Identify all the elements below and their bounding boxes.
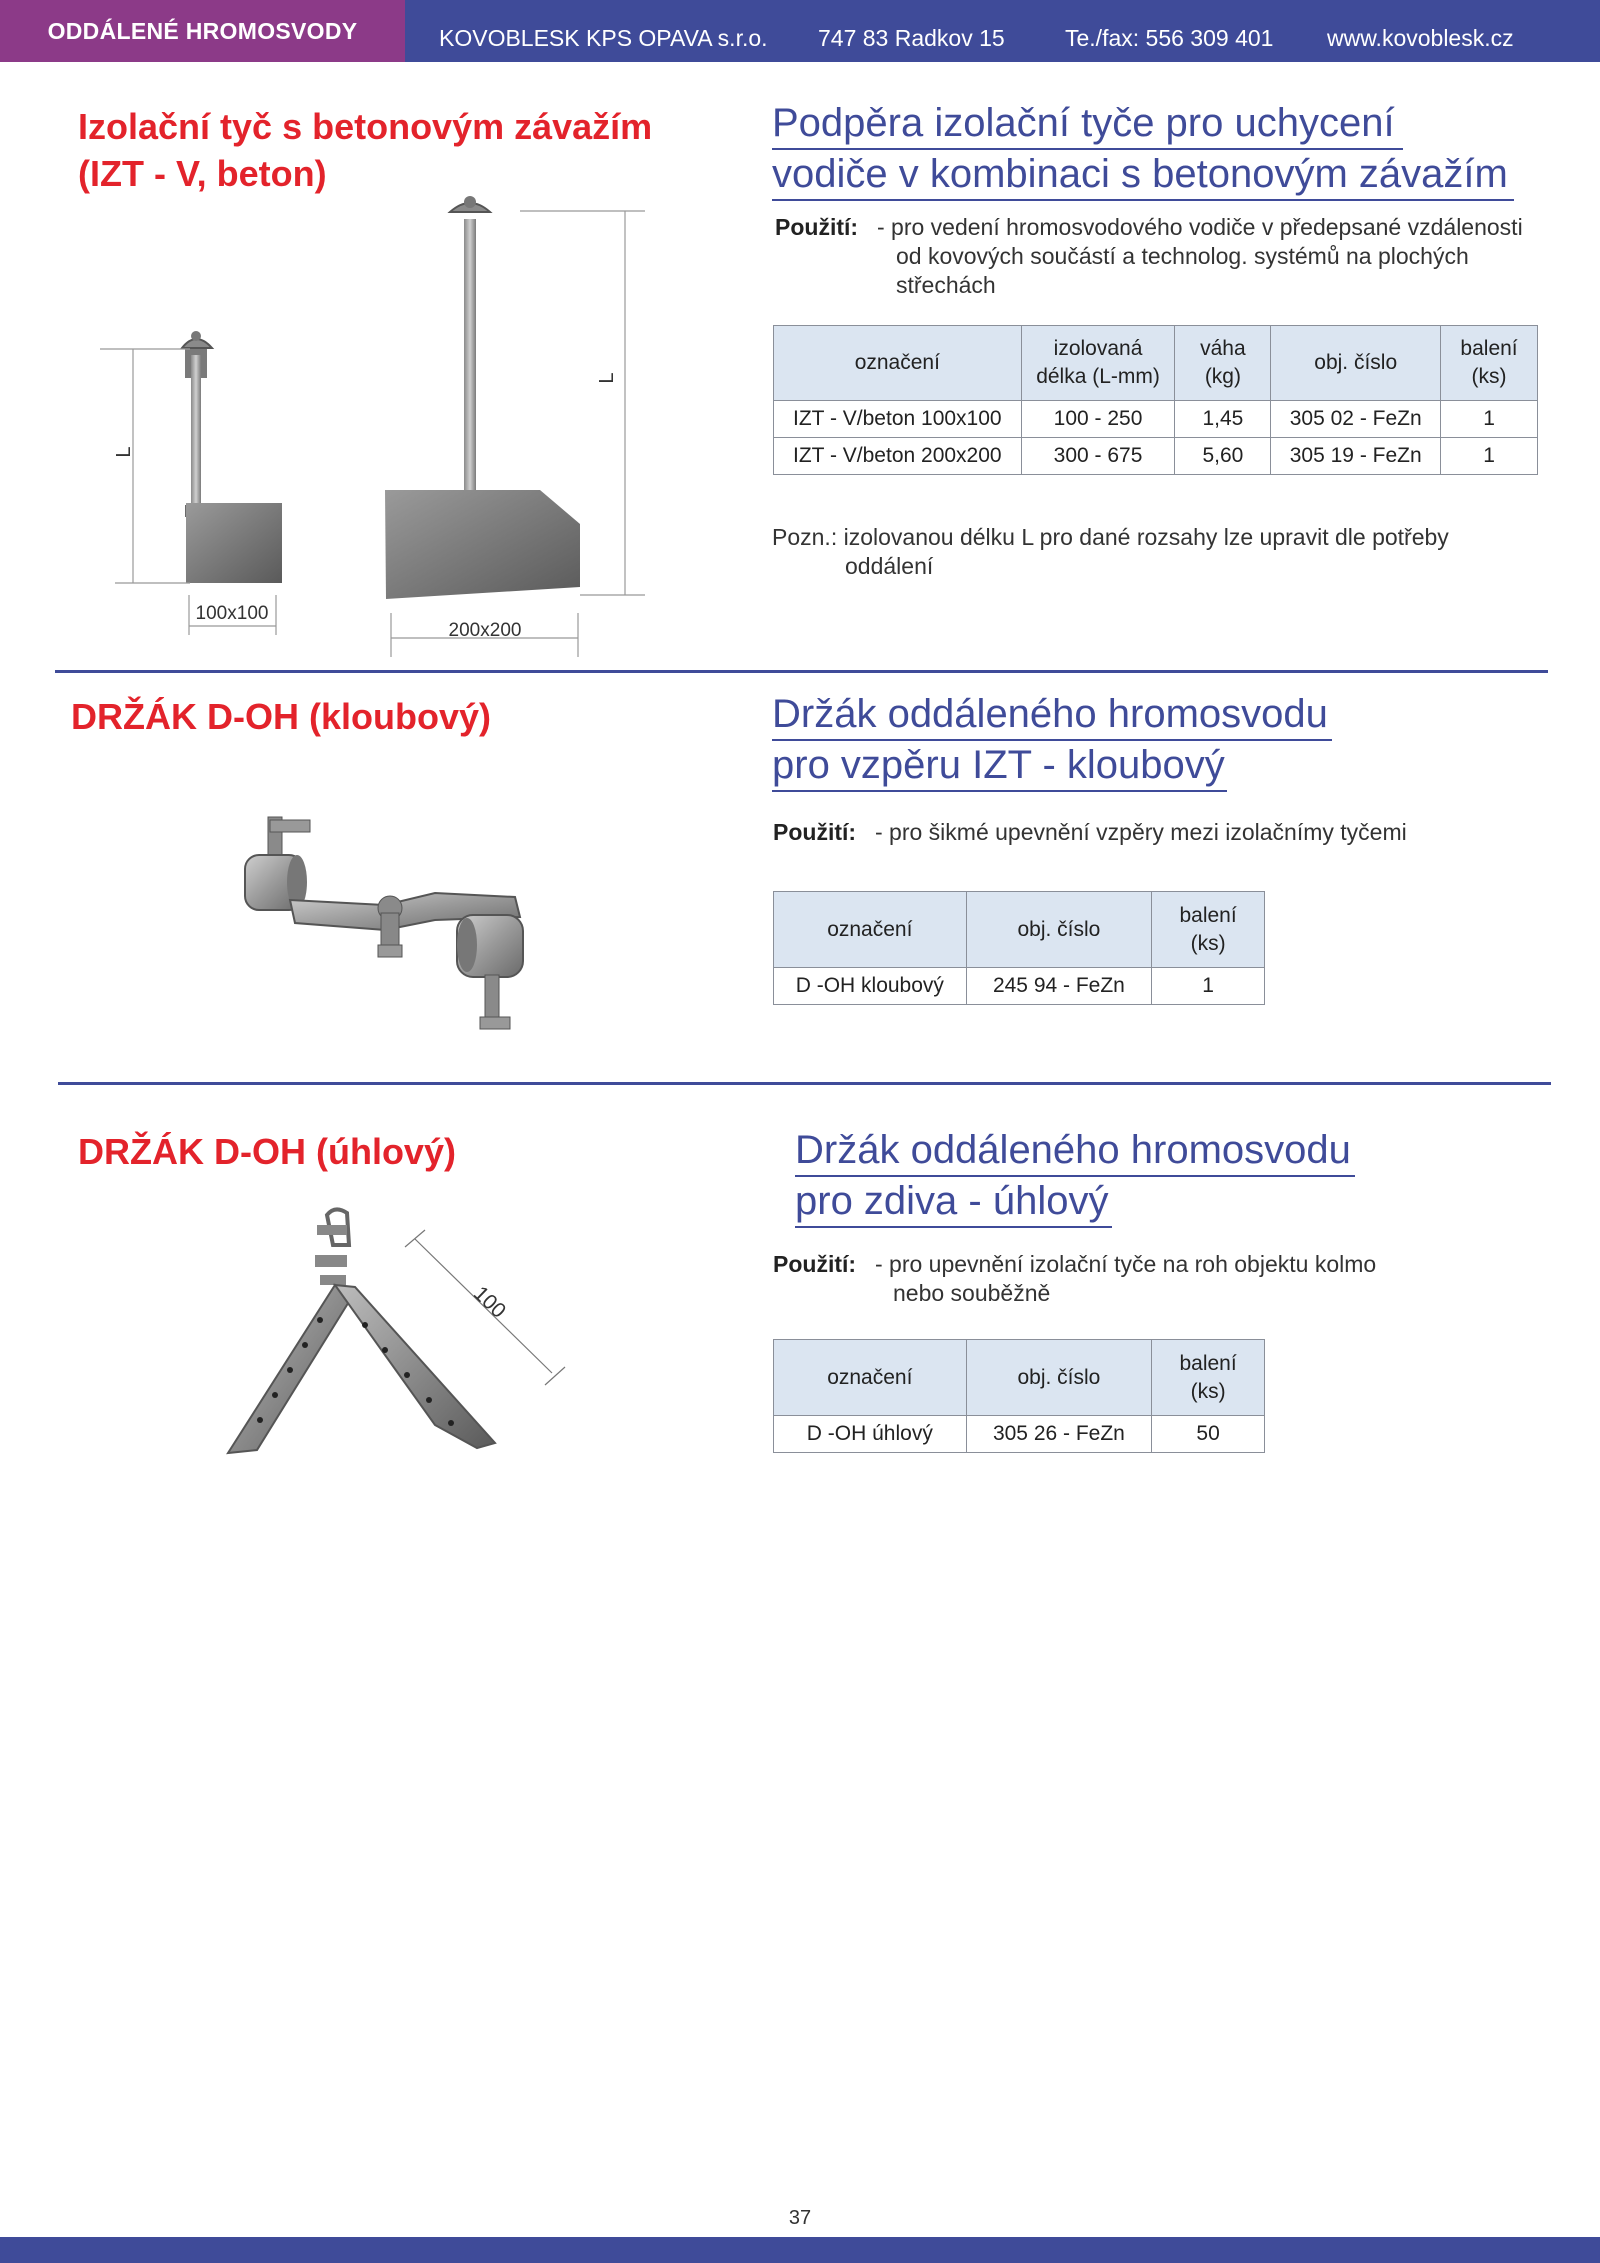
dimension-label-small-base: 100x100 [195, 603, 269, 624]
section3-usage [773, 1250, 1573, 1310]
dimension-label-L-small: L [113, 446, 135, 458]
company-website[interactable]: www.kovoblesk.cz [1327, 25, 1514, 51]
cell-length: 300 - 675 [1021, 438, 1175, 475]
cell-designation: IZT - V/beton 200x200 [774, 438, 1022, 475]
col-header-order-number: obj. číslo [966, 1340, 1152, 1416]
section1-heading [772, 99, 1514, 201]
cell-package: 1 [1152, 968, 1265, 1005]
section-divider [55, 670, 1548, 673]
dimension-label-L-large: L [596, 372, 618, 384]
note-line: oddálení [845, 553, 934, 579]
cell-designation: D -OH úhlový [774, 1416, 967, 1453]
col-header-order-number: obj. číslo [1271, 326, 1441, 401]
table-header-row [774, 1340, 1265, 1416]
cell-designation: IZT - V/beton 100x100 [774, 401, 1022, 438]
section1-title-line2: (IZT - V, beton) [78, 153, 327, 194]
col-header-designation: označení [774, 326, 1022, 401]
company-address: 747 83 Radkov 15 [818, 25, 1005, 51]
table-header-row [774, 326, 1538, 401]
section-divider [58, 1082, 1551, 1085]
section3-product-title: DRŽÁK D-OH (úhlový) [78, 1131, 456, 1172]
hinged-holder-figure [235, 805, 585, 1050]
col-header-package: balení (ks) [1152, 892, 1265, 968]
section2-heading-line2: pro vzpěru IZT - kloubový [772, 741, 1227, 792]
section2-heading-line1: Držák oddáleného hromosvodu [772, 690, 1332, 741]
section1-product-title [78, 103, 652, 197]
col-header-designation: označení [774, 1340, 967, 1416]
col-header-designation: označení [774, 892, 967, 968]
section3-heading [795, 1126, 1355, 1228]
company-phone: Te./fax: 556 309 401 [1065, 25, 1274, 51]
small-rod [182, 331, 282, 583]
section1-usage [775, 213, 1575, 303]
cell-order-number: 245 94 - FeZn [966, 968, 1152, 1005]
usage-label: Použití: [775, 214, 859, 240]
cell-designation: D -OH kloubový [774, 968, 967, 1005]
usage-label: Použití: [773, 1251, 857, 1277]
usage-text [875, 818, 1407, 847]
section1-heading-line1: Podpěra izolační tyče pro uchycení [772, 99, 1403, 150]
angle-holder-figure [215, 1205, 575, 1465]
col-header-package: balení (ks) [1441, 326, 1538, 401]
table-header-row [774, 892, 1265, 968]
table-row [774, 438, 1538, 475]
col-header-weight: váha (kg) [1175, 326, 1271, 401]
cell-order-number: 305 26 - FeZn [966, 1416, 1152, 1453]
dimension-lines [100, 211, 645, 657]
table-row [774, 401, 1538, 438]
cell-package: 1 [1441, 401, 1538, 438]
section2-heading [772, 690, 1332, 792]
usage-line: střechách [896, 272, 996, 298]
section1-note [772, 523, 1449, 581]
cell-order-number: 305 19 - FeZn [1271, 438, 1441, 475]
col-header-order-number: obj. číslo [966, 892, 1152, 968]
section1-spec-table [773, 325, 1538, 475]
section3-heading-line2: pro zdiva - úhlový [795, 1177, 1112, 1228]
company-name: KOVOBLESK KPS OPAVA s.r.o. [439, 25, 768, 51]
usage-text [877, 213, 1523, 300]
usage-line: - pro upevnění izolační tyče na roh objektu kolmo [875, 1251, 1377, 1277]
col-header-package: balení (ks) [1152, 1340, 1265, 1416]
cell-weight: 1,45 [1175, 401, 1271, 438]
section3-spec-table [773, 1339, 1265, 1453]
section2-product-title: DRŽÁK D-OH (kloubový) [71, 696, 491, 737]
cell-order-number: 305 02 - FeZn [1271, 401, 1441, 438]
section-tag: ODDÁLENÉ HROMOSVODY [0, 0, 405, 62]
section2-spec-table [773, 891, 1265, 1005]
usage-line: - pro šikmé upevnění vzpěry mezi izolačnímy tyčemi [875, 819, 1407, 845]
large-rod [385, 196, 580, 599]
header-bar [0, 0, 1600, 62]
usage-line: nebo souběžně [893, 1280, 1051, 1306]
usage-line: od kovových součástí a technolog. systémů na plochých [896, 243, 1469, 269]
cell-length: 100 - 250 [1021, 401, 1175, 438]
usage-line: - pro vedení hromosvodového vodiče v předepsané vzdálenosti [877, 214, 1523, 240]
table-row [774, 968, 1265, 1005]
cell-package: 50 [1152, 1416, 1265, 1453]
cell-package: 1 [1441, 438, 1538, 475]
insulation-rod-figure [90, 190, 660, 665]
section1-heading-line2: vodiče v kombinaci s betonovým závažím [772, 150, 1514, 201]
section3-heading-line1: Držák oddáleného hromosvodu [795, 1126, 1355, 1177]
usage-text [875, 1250, 1376, 1308]
footer-bar [0, 2237, 1600, 2263]
usage-label: Použití: [773, 819, 857, 845]
dimension-label-100: 100 [468, 1281, 511, 1323]
note-line: Pozn.: izolovanou délku L pro dané rozsahy lze upravit dle potřeby [772, 524, 1449, 550]
col-header-length: izolovaná délka (L-mm) [1021, 326, 1175, 401]
cell-weight: 5,60 [1175, 438, 1271, 475]
table-row [774, 1416, 1265, 1453]
dimension-label-large-base: 200x200 [448, 620, 522, 641]
section2-usage [773, 818, 1573, 848]
page-number: 37 [788, 2207, 812, 2229]
section1-title-line1: Izolační tyč s betonovým závažím [78, 106, 653, 147]
